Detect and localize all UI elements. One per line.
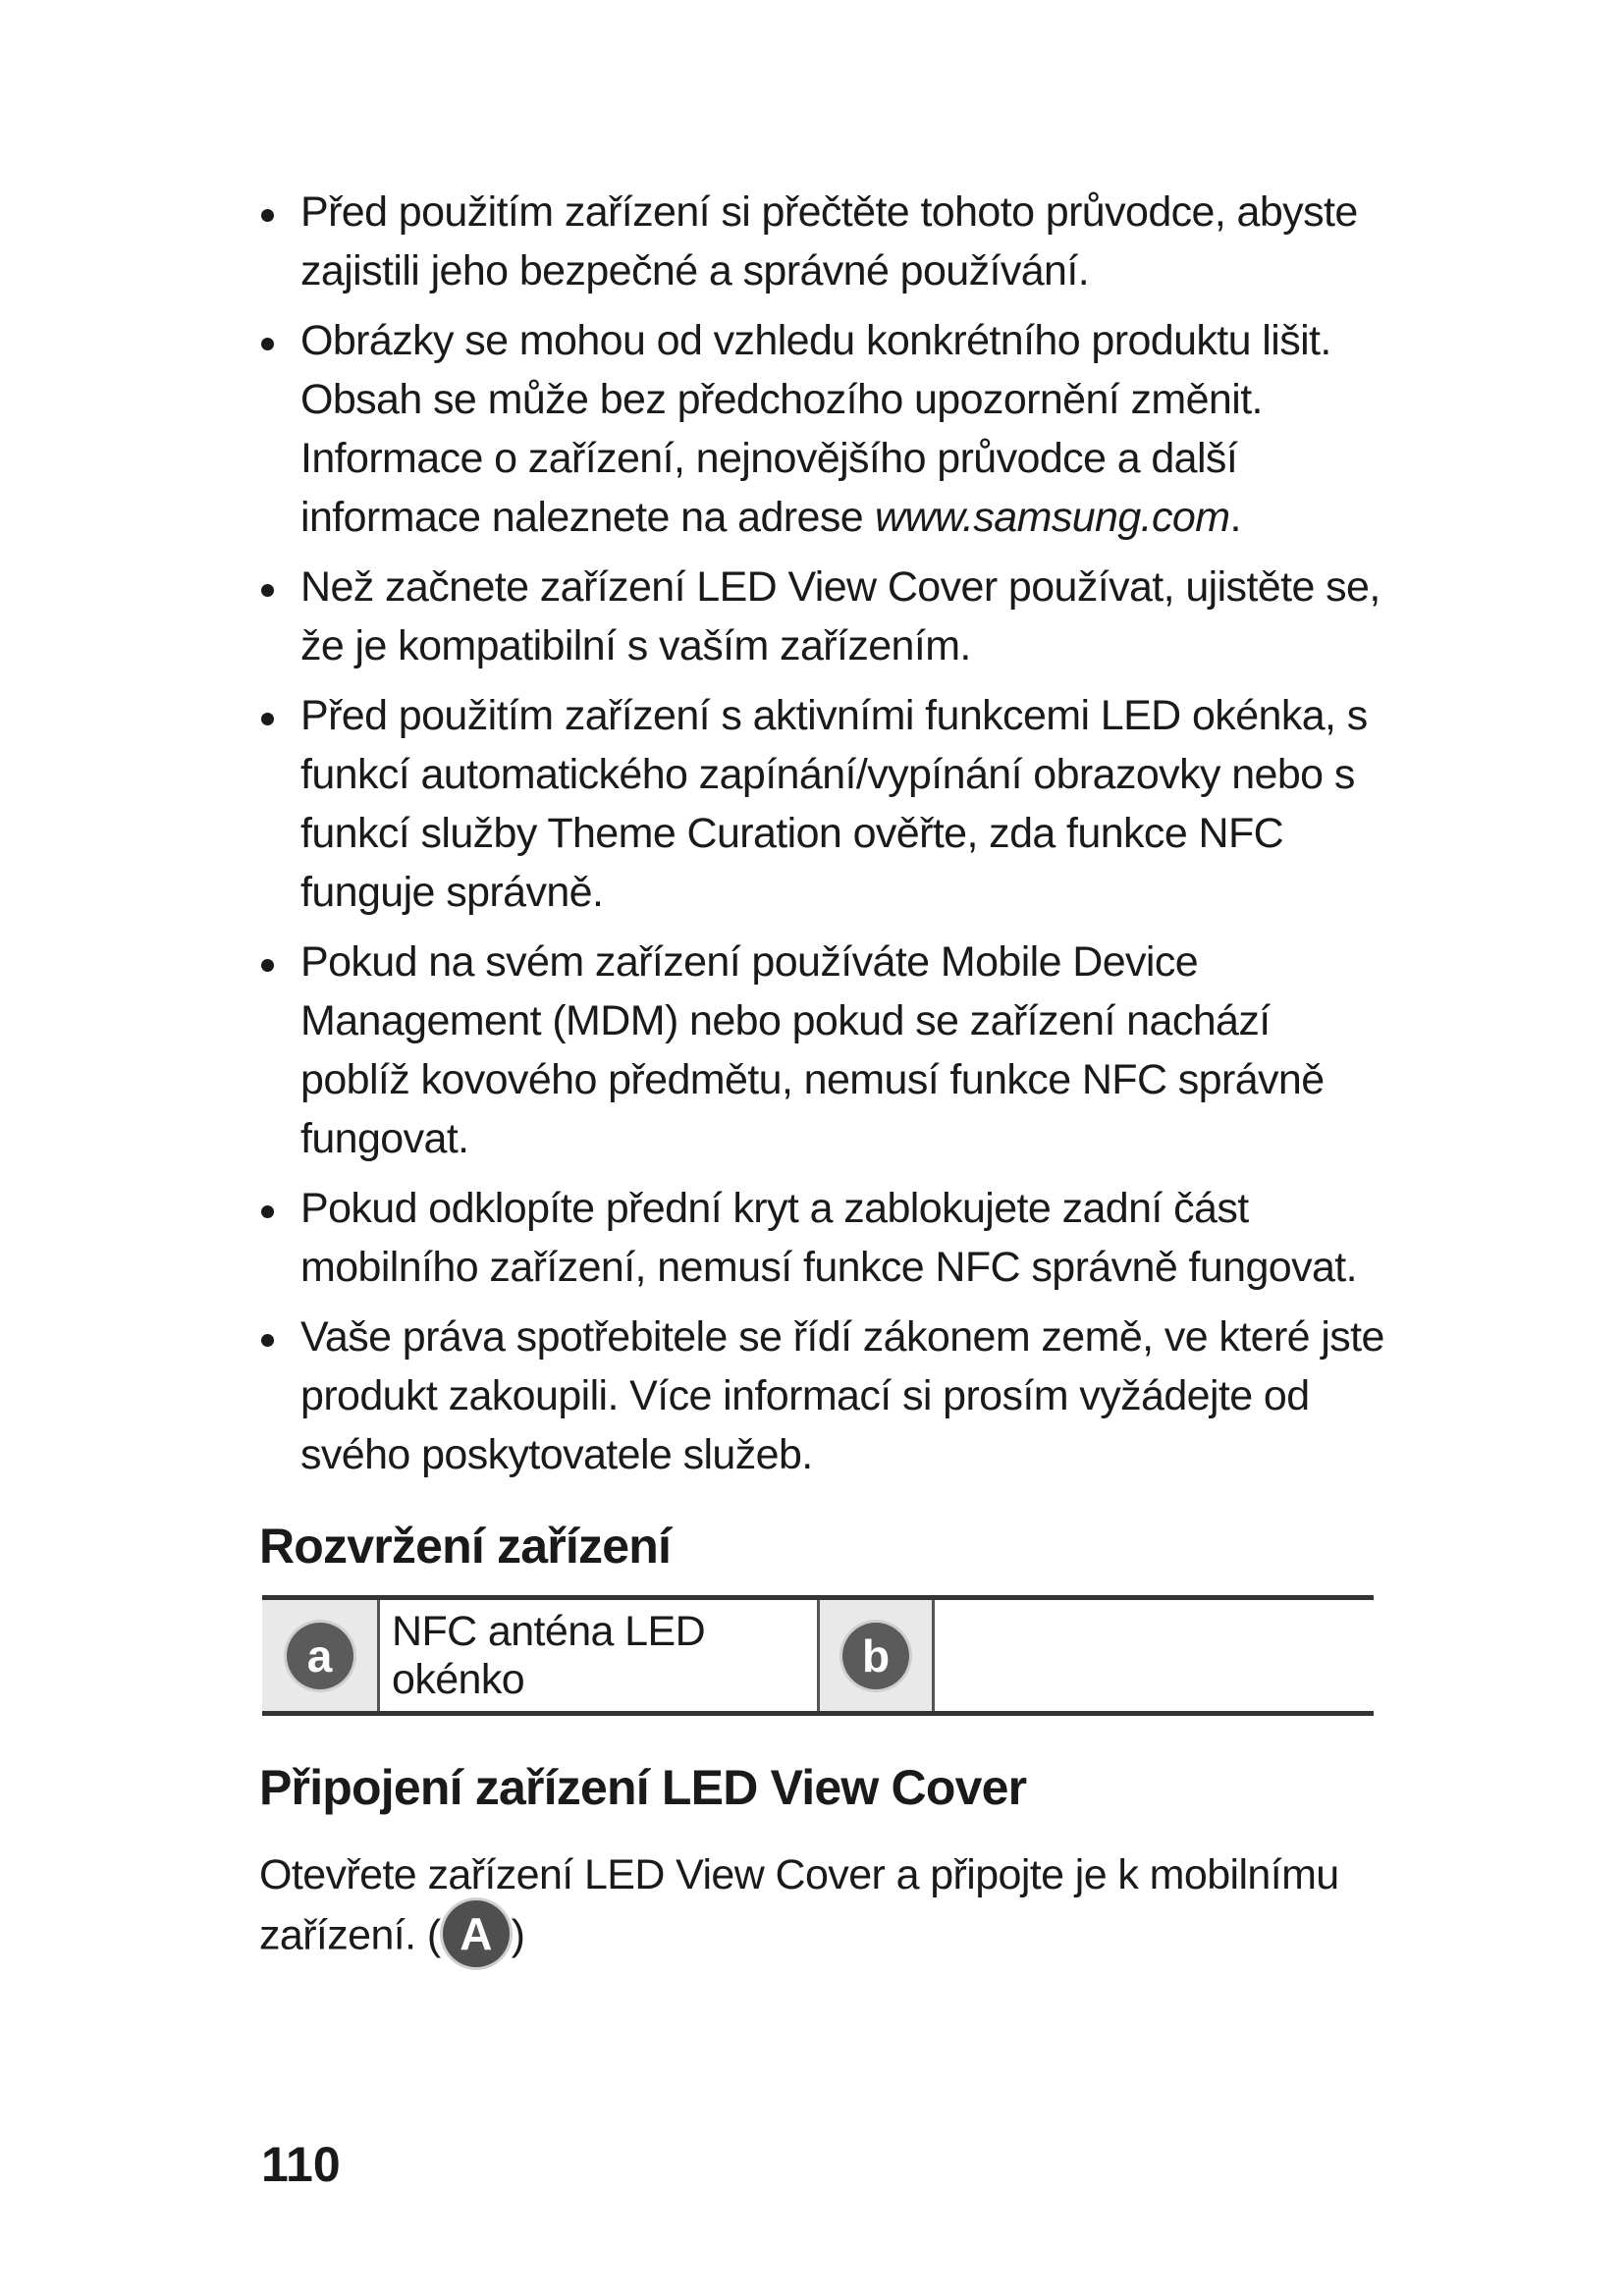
marker-cell-a <box>262 1600 377 1711</box>
bullet-text: Pokud na svém zařízení používáte Mobile Device Management (MDM) nebo pokud se zařízení nachází poblíž kovového předmětu, nemusí funkce NFC správně fungovat. <box>300 938 1325 1162</box>
bullet-text: Pokud odklopíte přední kryt a zablokujete zadní část mobilního zařízení, nemusí funkce NFC správně fungovat. <box>300 1185 1357 1291</box>
list-item <box>257 1179 1386 1297</box>
device-layout-heading: Rozvržení zařízení <box>259 1519 672 1574</box>
marker-a-icon: a <box>287 1623 353 1689</box>
label-cell-a <box>377 1600 817 1711</box>
list-item <box>257 558 1386 675</box>
bullet-text: Vaše práva spotřebitele se řídí zákonem země, ve které jste produkt zakoupili. Více informací si prosím vyžádejte od svého poskytovatele služeb. <box>300 1313 1384 1478</box>
samsung-url-link[interactable]: www.samsung.com <box>875 494 1230 541</box>
marker-cell-b <box>817 1600 932 1711</box>
bullet-text: Před použitím zařízení si přečtěte tohoto průvodce, abyste zajistili jeho bezpečné a správné používání. <box>300 188 1358 294</box>
bullet-text-end: . <box>1229 494 1241 541</box>
list-item <box>257 183 1386 300</box>
notice-list <box>257 183 1386 1495</box>
connect-instruction <box>259 1845 1388 1971</box>
page-number: 110 <box>261 2137 341 2192</box>
list-item <box>257 311 1386 547</box>
connect-heading: Připojení zařízení LED View Cover <box>259 1760 1027 1815</box>
bullet-text: Obrázky se mohou od vzhledu konkrétního produktu lišit. Obsah se může bez předchozího upozornění změnit. Informace o zařízení, nejnovějšího průvodce a další informace naleznete na adrese <box>300 317 1331 541</box>
label-cell-b <box>932 1600 1374 1711</box>
connect-text: Otevřete zařízení LED View Cover a připojte je k mobilnímu zařízení. ( <box>259 1851 1339 1959</box>
connect-text-end: ) <box>511 1911 525 1959</box>
marker-b-icon: b <box>842 1623 909 1689</box>
list-item <box>257 933 1386 1168</box>
list-item <box>257 1308 1386 1484</box>
bullet-text: Než začnete zařízení LED View Cover používat, ujistěte se, že je kompatibilní s vaším zařízením. <box>300 563 1380 669</box>
list-item <box>257 686 1386 922</box>
nfc-antenna-label: NFC anténa LED okénko <box>392 1607 706 1703</box>
marker-a-upper-icon: A <box>443 1900 510 1967</box>
device-layout-table <box>262 1595 1374 1716</box>
bullet-text: Před použitím zařízení s aktivními funkcemi LED okénka, s funkcí automatického zapínání/vypínání obrazovky nebo s funkcí služby Theme Curation ověřte, zda funkce NFC funguje správně. <box>300 692 1368 916</box>
